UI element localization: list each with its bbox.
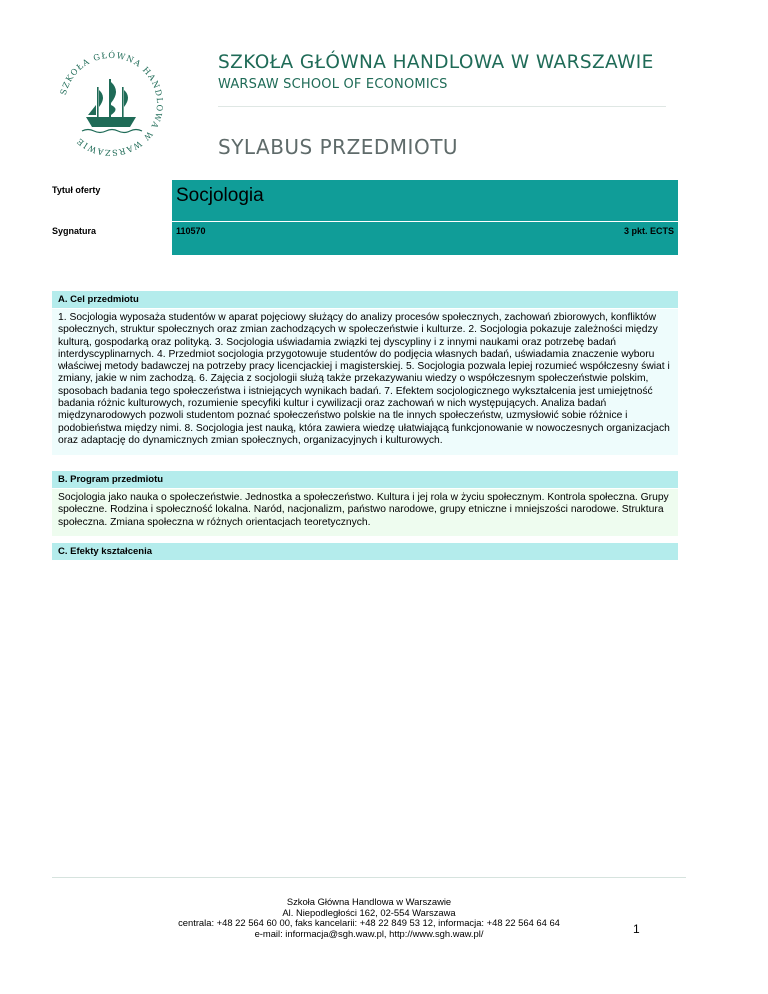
page-number: 1 bbox=[633, 922, 640, 936]
footer-line-2: Al. Niepodległości 162, 02-554 Warszawa bbox=[282, 906, 456, 918]
footer-line-1: Szkoła Główna Handlowa w Warszawie bbox=[286, 896, 452, 907]
offer-title-label: Tytuł oferty bbox=[52, 185, 101, 195]
signature-value: 110570 bbox=[176, 226, 206, 236]
footer-line-4: e-mail: informacja@sgh.waw.pl, http://www.sgh.waw.pl/ bbox=[254, 927, 484, 939]
section-a-heading: A. Cel przedmiotu bbox=[52, 291, 678, 308]
offer-title-value: Socjologia bbox=[176, 185, 264, 206]
logo-ring-text: SZKOŁA GŁÓWNA HANDLOWA W WARSZAWIE bbox=[57, 49, 166, 159]
footer-line-3: centrala: +48 22 564 60 00, faks kancelarii: +48 22 849 53 12, informacja: +48 22 564 64 64 bbox=[178, 917, 560, 928]
signature-label: Sygnatura bbox=[52, 226, 97, 236]
section-c-heading: C. Efekty kształcenia bbox=[52, 543, 678, 560]
header-divider bbox=[218, 106, 666, 107]
footer-address bbox=[52, 897, 686, 939]
section-a-body: 1. Socjologia wyposaża studentów w aparat pojęciowy służący do analizy procesów społecznych, zachowań zbiorowych, konfliktów społecznych, struktur społecznych oraz zmian zachodzących w społeczeństwie i kulturze. 2. Socjologia pokazuje zależności między kulturą, gospodarką oraz polityką. 3. Socjologia uświadamia związki tej dyscypliny i z innymi naukami oraz potrzebę badań interdyscyplinarnych. 4. Przedmiot socjologia przygotowuje studentów do podjęcia własnych badań, uświadamia znaczenie wyboru właściwej metody badawczej na potrzeby pracy licencjackiej i magisterskiej. 5. Socjologia pozwala lepiej rozumieć współczesny świat i zmiany, jakie w nim zachodzą. 6. Zajęcia z socjologii służą także przekazywaniu wiedzy o współczesnym społeczeństwie polskim, sposobach badania tego społeczeństwa i istniejących wynikach badań. 7. Efektem socjologicznego wykształcenia jest umiejętność badania różnic kulturowych, rozumienie specyfiki kultur i cywilizacji oraz zachowań w nich występujących. Analiza badań międzynarodowych pozwoli studentom poznać społeczeństwo polskie na tle innych społeczeństw, uzmysłowić sobie różnice i podobieństwa między nimi. 8. Socjologia jest nauką, która zawiera wiedzę ułatwiającą funkcjonowanie w nowoczesnych organizacjach oraz adaptację do dynamicznych zmian społecznych, organizacyjnych i kulturowych. bbox=[52, 309, 678, 455]
section-b-body: Socjologia jako nauka o społeczeństwie. Jednostka a społeczeństwo. Kultura i jej rola w życiu społecznym. Kontrola społeczna. Grupy społeczne. Rodzina i społeczność lokalna. Naród, nacjonalizm, państwo narodowe, grupy etniczne i mniejszości narodowe. Struktura społeczna. Zmiana społeczna w różnych orientacjach teoretycznych. bbox=[52, 489, 678, 536]
ship-icon bbox=[82, 79, 142, 133]
footer-divider bbox=[52, 877, 686, 878]
sgh-logo-seal bbox=[52, 45, 170, 163]
institution-name-pl: SZKOŁA GŁÓWNA HANDLOWA W WARSZAWIE bbox=[218, 52, 654, 73]
section-b-heading: B. Program przedmiotu bbox=[52, 471, 678, 488]
signature-bar bbox=[172, 222, 678, 255]
institution-name-en: WARSAW SCHOOL OF ECONOMICS bbox=[218, 77, 448, 92]
document-title: SYLABUS PRZEDMIOTU bbox=[218, 135, 459, 159]
ects-points: 3 pkt. ECTS bbox=[623, 226, 674, 236]
